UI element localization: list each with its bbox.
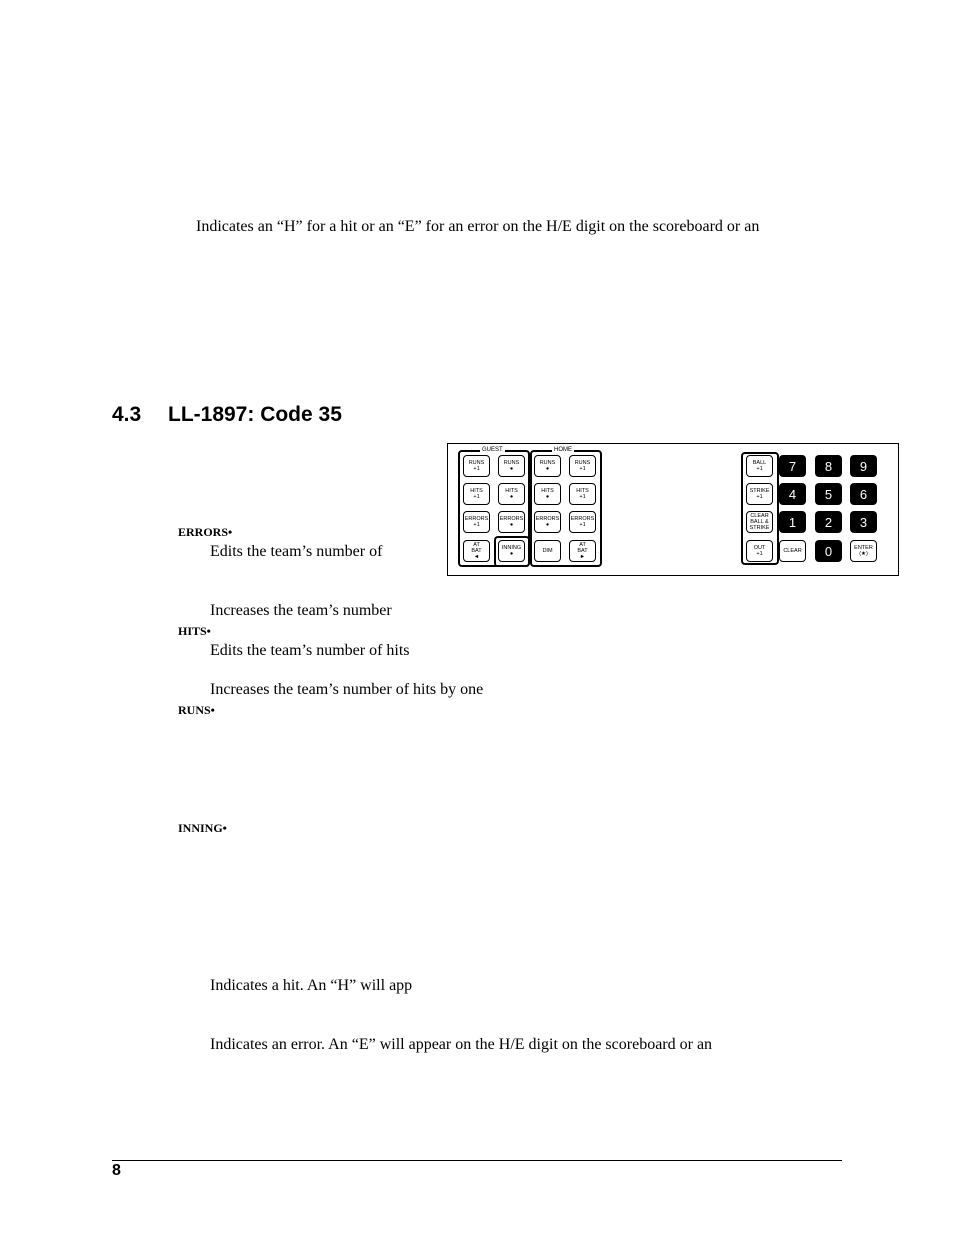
error-description: Indicates an error. An “E” will appear on the H/E digit on the scoreboard or an	[210, 1036, 713, 1053]
guest-errors-edit-key[interactable]: ERRORS ●	[498, 511, 525, 533]
guest-hits-plus-key[interactable]: HITS +1	[463, 483, 490, 505]
runs-label: RUNS•	[178, 703, 215, 717]
number-key-8[interactable]: 8	[815, 455, 842, 477]
strike-key[interactable]: STRIKE +1	[746, 483, 773, 505]
inning-key[interactable]: INNING ●	[498, 540, 525, 562]
inning-label: INNING•	[178, 821, 227, 835]
hits-increase-text: Increases the team’s number of hits by one	[210, 681, 484, 698]
number-key-4[interactable]: 4	[779, 483, 806, 505]
errors-increase-text: Increases the team’s number	[210, 602, 392, 619]
hit-description: Indicates a hit. An “H” will app	[210, 977, 413, 994]
out-key[interactable]: OUT +1	[746, 540, 773, 562]
home-at-bat-key[interactable]: AT BAT ►	[569, 540, 596, 562]
guest-runs-plus-key[interactable]: RUNS +1	[463, 455, 490, 477]
guest-errors-plus-key[interactable]: ERRORS +1	[463, 511, 490, 533]
home-errors-edit-key[interactable]: ERRORS ●	[534, 511, 561, 533]
home-runs-edit-key[interactable]: RUNS ●	[534, 455, 561, 477]
section-heading	[112, 403, 342, 427]
number-key-9[interactable]: 9	[850, 455, 877, 477]
section-title: LL-1897: Code 35	[168, 403, 342, 426]
keypad-figure	[447, 443, 899, 576]
home-runs-plus-key[interactable]: RUNS +1	[569, 455, 596, 477]
number-key-3[interactable]: 3	[850, 511, 877, 533]
clear-ball-strike-key[interactable]: CLEAR BALL & STRIKE	[746, 511, 773, 533]
errors-label: ERRORS•	[178, 525, 233, 539]
guest-runs-edit-key[interactable]: RUNS ●	[498, 455, 525, 477]
home-label: HOME	[554, 447, 572, 453]
intro-paragraph: Indicates an “H” for a hit or an “E” for an error on the H/E digit on the scoreboard or an	[196, 218, 760, 235]
guest-label: GUEST	[482, 447, 503, 453]
number-key-6[interactable]: 6	[850, 483, 877, 505]
section-number: 4.3	[112, 403, 142, 426]
dim-key[interactable]: DIM	[534, 540, 561, 562]
number-key-7[interactable]: 7	[779, 455, 806, 477]
errors-edit-text: Edits the team’s number of	[210, 543, 383, 560]
clear-key[interactable]: CLEAR	[779, 540, 806, 562]
home-hits-plus-key[interactable]: HITS +1	[569, 483, 596, 505]
number-key-5[interactable]: 5	[815, 483, 842, 505]
number-key-0[interactable]: 0	[815, 540, 842, 562]
ball-key[interactable]: BALL +1	[746, 455, 773, 477]
number-key-2[interactable]: 2	[815, 511, 842, 533]
home-hits-edit-key[interactable]: HITS ●	[534, 483, 561, 505]
guest-at-bat-key[interactable]: AT BAT ◄	[463, 540, 490, 562]
page-number: 8	[112, 1162, 121, 1179]
enter-key[interactable]: ENTER (★)	[850, 540, 877, 562]
home-errors-plus-key[interactable]: ERRORS +1	[569, 511, 596, 533]
hits-label: HITS•	[178, 624, 211, 638]
number-key-1[interactable]: 1	[779, 511, 806, 533]
hits-edit-text: Edits the team’s number of hits	[210, 642, 410, 659]
guest-hits-edit-key[interactable]: HITS ●	[498, 483, 525, 505]
footer-divider	[112, 1160, 842, 1161]
